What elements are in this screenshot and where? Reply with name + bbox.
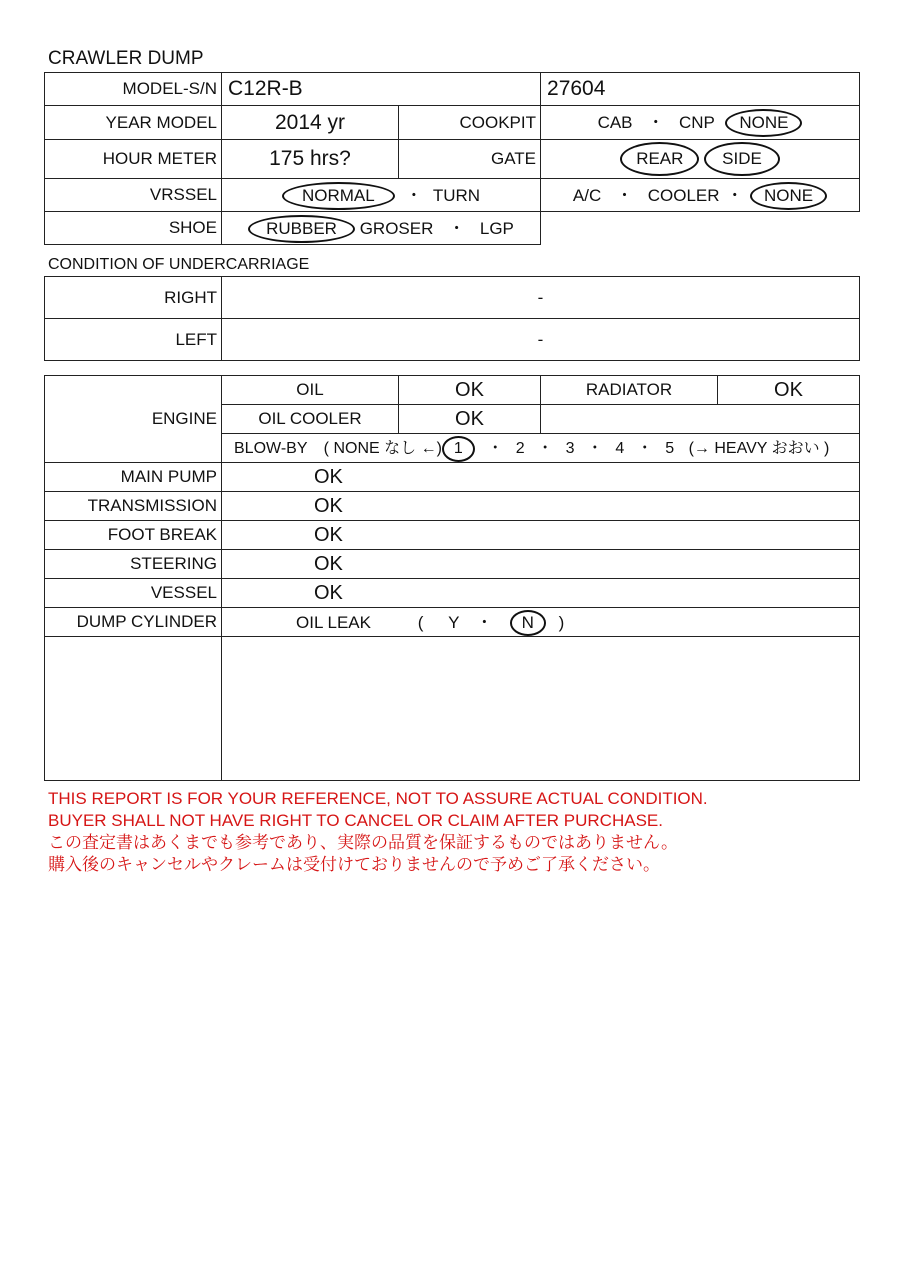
cookpit-option-cnp: CNP	[679, 113, 715, 132]
separator: ・	[537, 439, 554, 457]
remarks-label-cell	[45, 637, 222, 781]
disclaimer-line-2: BUYER SHALL NOT HAVE RIGHT TO CANCEL OR CLAIM AFTER PURCHASE.	[48, 811, 663, 830]
oil-leak-option-n-selected: N	[510, 610, 546, 636]
oil-leak-label: OIL LEAK	[296, 613, 371, 632]
gate-options	[541, 140, 860, 179]
blowby-label: BLOW-BY	[234, 439, 308, 457]
gate-option-rear-selected: REAR	[620, 142, 699, 176]
year-model-value: 2014 yr	[222, 106, 399, 140]
shoe-options	[222, 212, 541, 245]
separator: ・	[726, 185, 744, 205]
empty-cell	[541, 405, 860, 434]
steering-value: OK	[222, 550, 860, 579]
blowby-row	[222, 434, 860, 463]
cookpit-label: COOKPIT	[399, 106, 541, 140]
vrssel-option-normal-selected: NORMAL	[282, 182, 395, 210]
oil-leak-close-paren: )	[558, 613, 565, 632]
left-value: -	[222, 319, 860, 361]
vrssel-options	[222, 179, 541, 212]
ac-options	[541, 179, 860, 212]
left-label: LEFT	[45, 319, 222, 361]
gate-option-side-selected: SIDE	[704, 142, 780, 176]
separator: ・	[636, 439, 653, 457]
oil-leak-row	[222, 608, 860, 637]
steering-label: STEERING	[45, 550, 222, 579]
dump-cylinder-label: DUMP CYLINDER	[45, 608, 222, 637]
right-value: -	[222, 277, 860, 319]
vrssel-option-turn: TURN	[432, 185, 481, 205]
ac-option-none-selected: NONE	[750, 182, 827, 210]
undercarriage-table	[44, 276, 860, 361]
separator: ・	[586, 439, 603, 457]
radiator-value: OK	[718, 376, 860, 405]
cookpit-option-cab: CAB	[597, 113, 633, 132]
remarks-cell	[222, 637, 860, 781]
oil-leak-open-paren: (	[417, 613, 424, 632]
shoe-option-lgp: LGP	[479, 218, 514, 238]
engine-label: ENGINE	[45, 376, 222, 463]
blowby-level-2: 2	[515, 439, 525, 457]
gate-label: GATE	[399, 140, 541, 179]
document-title: CRAWLER DUMP	[48, 48, 204, 69]
blowby-level-5: 5	[665, 439, 675, 457]
transmission-value: OK	[222, 492, 860, 521]
disclaimer-line-4: 購入後のキャンセルやクレームは受付けておりませんので予めご了承ください。	[48, 855, 660, 874]
foot-break-value: OK	[222, 521, 860, 550]
serial-value: 27604	[541, 73, 860, 106]
oil-value: OK	[399, 376, 541, 405]
ac-option-cooler: COOLER	[647, 185, 720, 205]
separator: ・	[487, 439, 504, 457]
blowby-level-1-selected: 1	[442, 436, 475, 462]
oil-cooler-value: OK	[399, 405, 541, 434]
hour-meter-value: 175 hrs?	[222, 140, 399, 179]
blowby-level-4: 4	[615, 439, 625, 457]
separator: ・	[647, 113, 665, 132]
separator: ・	[448, 218, 466, 238]
hour-meter-label: HOUR METER	[45, 140, 222, 179]
disclaimer	[48, 788, 708, 876]
undercarriage-heading: CONDITION OF UNDERCARRIAGE	[48, 256, 310, 273]
vrssel-label: VRSSEL	[45, 179, 222, 212]
model-sn-label: MODEL-S/N	[45, 73, 222, 106]
model-value: C12R-B	[222, 73, 541, 106]
main-pump-value: OK	[222, 463, 860, 492]
vessel-value: OK	[222, 579, 860, 608]
inspection-table	[44, 375, 860, 781]
vessel-label: VESSEL	[45, 579, 222, 608]
shoe-label: SHOE	[45, 212, 222, 245]
machine-info-table	[44, 72, 860, 245]
oil-label: OIL	[222, 376, 399, 405]
empty-cell	[541, 212, 860, 245]
cookpit-options	[541, 106, 860, 140]
blowby-prefix: ( NONE なし ←)	[323, 439, 442, 457]
transmission-label: TRANSMISSION	[45, 492, 222, 521]
blowby-level-3: 3	[565, 439, 575, 457]
oil-cooler-label: OIL COOLER	[222, 405, 399, 434]
cookpit-option-none-selected: NONE	[725, 109, 802, 137]
year-model-label: YEAR MODEL	[45, 106, 222, 140]
blowby-suffix: (→ HEAVY おおい )	[688, 439, 830, 457]
ac-option-ac: A/C	[572, 185, 602, 205]
shoe-option-groser: GROSER	[359, 218, 434, 238]
separator: ・	[615, 185, 633, 205]
separator: ・	[475, 613, 493, 632]
main-pump-label: MAIN PUMP	[45, 463, 222, 492]
shoe-option-rubber-selected: RUBBER	[248, 215, 355, 243]
right-label: RIGHT	[45, 277, 222, 319]
separator: ・	[405, 185, 423, 205]
oil-leak-option-y: Y	[448, 613, 460, 632]
radiator-label: RADIATOR	[541, 376, 718, 405]
disclaimer-line-3: この査定書はあくまでも参考であり、実際の品質を保証するものではありません。	[48, 833, 679, 852]
disclaimer-line-1: THIS REPORT IS FOR YOUR REFERENCE, NOT TO ASSURE ACTUAL CONDITION.	[48, 789, 708, 808]
foot-break-label: FOOT BREAK	[45, 521, 222, 550]
